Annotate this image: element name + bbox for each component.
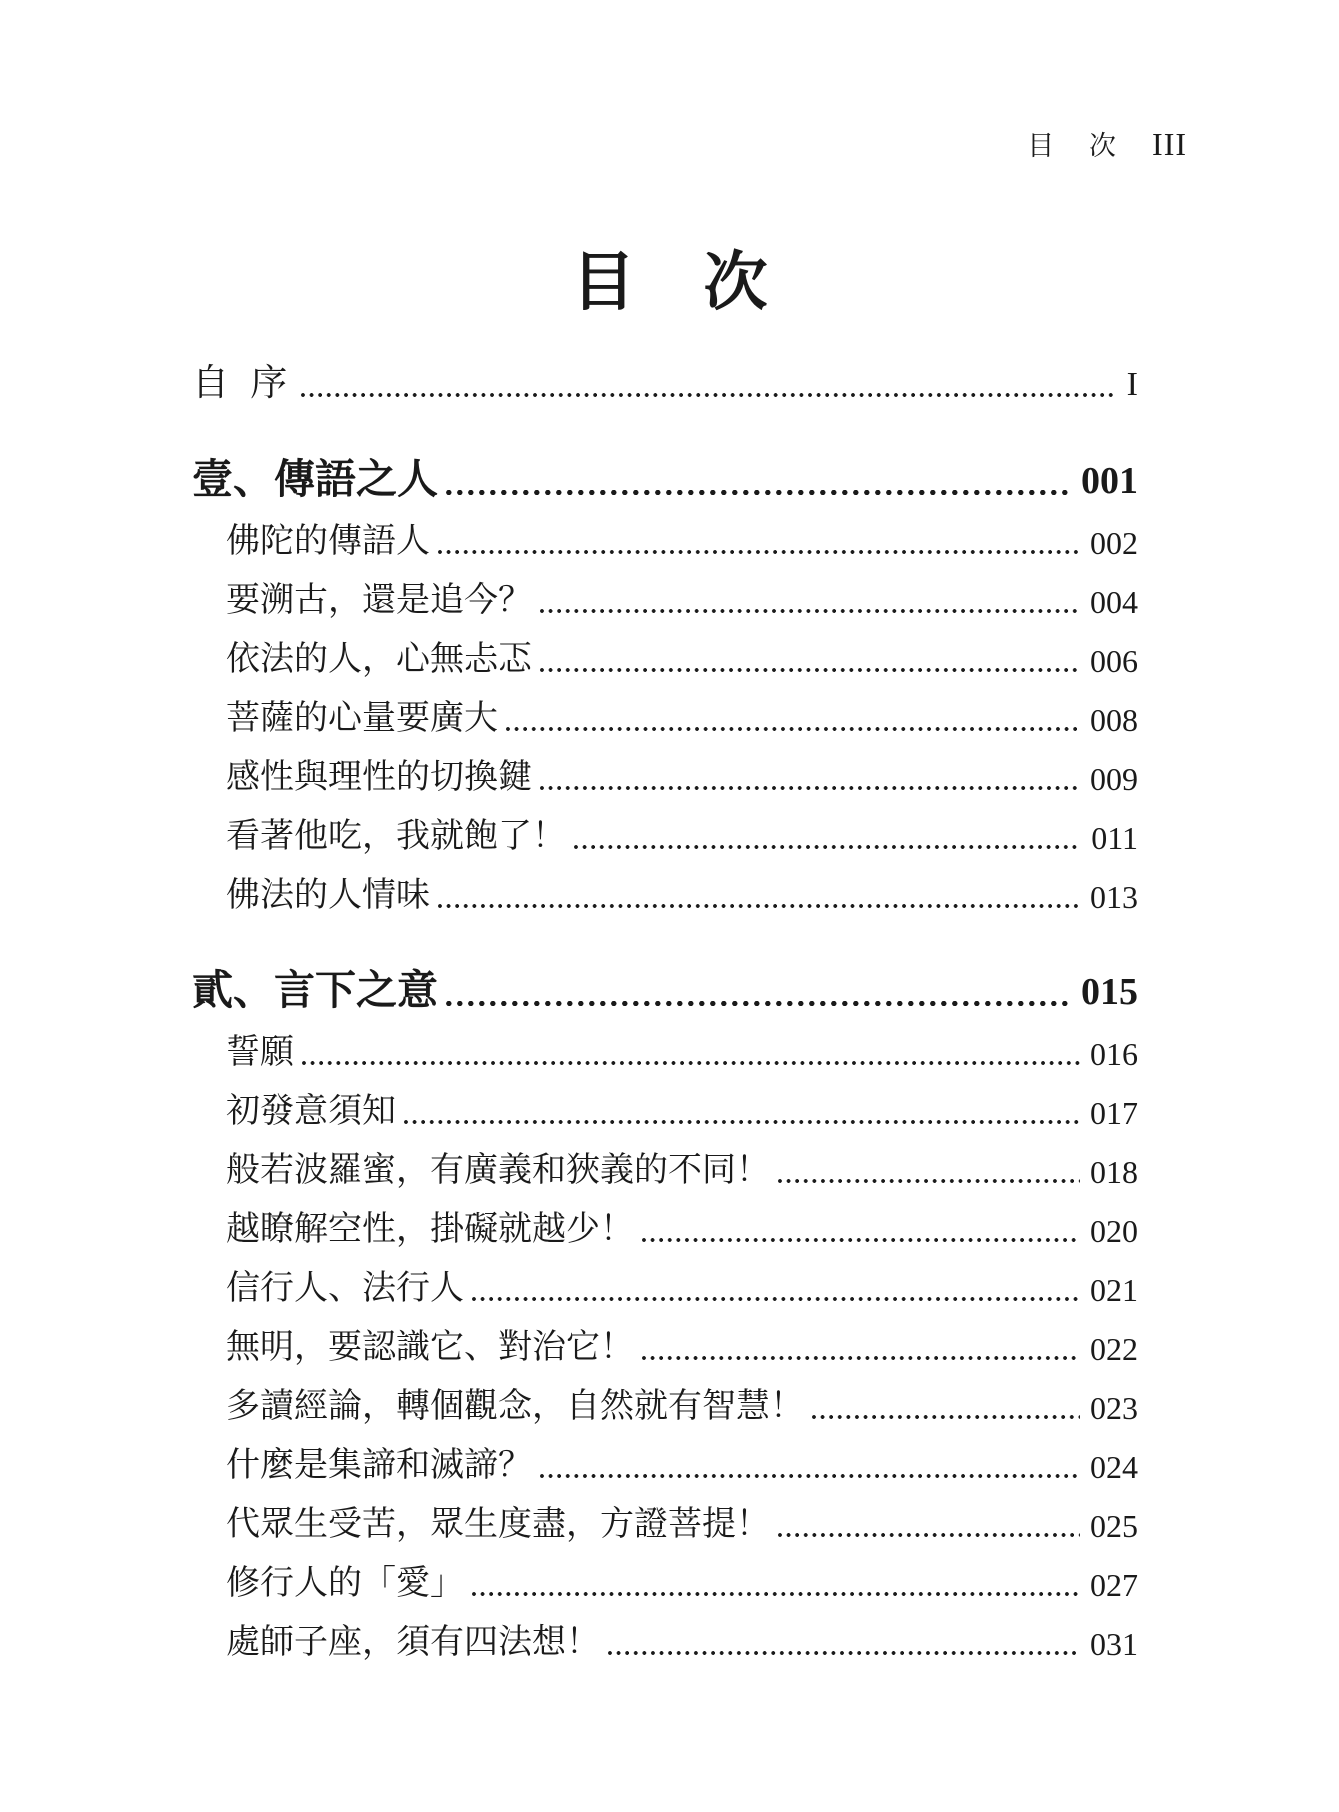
- dot-leader: [812, 1415, 1080, 1419]
- dot-leader: [446, 1001, 1071, 1006]
- toc-item-entry-label: 菩薩的心量要廣大: [226, 700, 498, 737]
- dot-leader: [302, 1061, 1080, 1065]
- dot-leader: [446, 490, 1071, 495]
- toc-item-entry-label: 無明，要認識它、對治它！: [226, 1329, 634, 1366]
- toc-item-entry-label: 誓願: [226, 1034, 294, 1071]
- dot-leader: [574, 845, 1081, 849]
- dot-leader: [540, 786, 1080, 790]
- toc-item-entry-label: 信行人、法行人: [226, 1270, 464, 1307]
- toc-item-entry-label: 什麼是集諦和滅諦？: [226, 1447, 532, 1484]
- toc-item-entry-label: 佛陀的傳語人: [226, 523, 430, 560]
- toc-item-entry-page-number: 017: [1090, 1095, 1138, 1131]
- page-title: 目 次: [571, 247, 794, 318]
- dot-leader: [540, 668, 1080, 672]
- toc-item-entry: [192, 1483, 1138, 1542]
- table-of-contents: [192, 340, 1138, 1660]
- toc-item-entry-page-number: 013: [1090, 879, 1138, 915]
- toc-item-entry: [192, 677, 1138, 736]
- front-matter-entry-page-number: I: [1126, 366, 1138, 403]
- dot-leader: [438, 550, 1080, 554]
- toc-item-entry: [192, 1365, 1138, 1424]
- toc-item-entry-label: 要溯古，還是追今？: [226, 582, 532, 619]
- toc-item-entry: [192, 1129, 1138, 1188]
- dot-leader: [642, 1238, 1080, 1242]
- toc-item-entry: [192, 500, 1138, 559]
- toc-item-entry-label: 代眾生受苦，眾生度盡，方證菩提！: [226, 1506, 770, 1543]
- toc-item-entry-label: 越瞭解空性，掛礙就越少！: [226, 1211, 634, 1248]
- dot-leader: [472, 1297, 1080, 1301]
- dot-leader: [608, 1651, 1080, 1655]
- front-matter-entry: [192, 340, 1138, 402]
- toc-item-entry-page-number: 027: [1090, 1567, 1138, 1603]
- section-entry-label: 貳、言下之意: [192, 967, 438, 1013]
- toc-item-entry-label: 看著他吃，我就飽了！: [226, 818, 566, 855]
- toc-item-entry: [192, 1011, 1138, 1070]
- toc-item-entry: [192, 1247, 1138, 1306]
- section-entry-label: 壹、傳語之人: [192, 456, 438, 502]
- dot-leader: [778, 1533, 1080, 1537]
- dot-leader: [506, 727, 1080, 731]
- dot-leader: [404, 1120, 1080, 1124]
- toc-item-entry-page-number: 011: [1091, 820, 1138, 856]
- toc-item-entry-page-number: 022: [1090, 1331, 1138, 1367]
- toc-item-entry-page-number: 025: [1090, 1508, 1138, 1544]
- toc-item-entry: [192, 1070, 1138, 1129]
- toc-item-entry: [192, 1542, 1138, 1601]
- section-entry: [192, 438, 1138, 500]
- toc-item-entry: [192, 559, 1138, 618]
- toc-item-entry-label: 佛法的人情味: [226, 877, 430, 914]
- toc-item-entry-page-number: 018: [1090, 1154, 1138, 1190]
- front-matter-entry-label: 自 序: [192, 363, 294, 404]
- section-entry-page-number: 015: [1081, 971, 1138, 1013]
- toc-item-entry-page-number: 002: [1090, 525, 1138, 561]
- toc-item-entry-label: 處師子座，須有四法想！: [226, 1624, 600, 1661]
- toc-item-entry-page-number: 009: [1090, 761, 1138, 797]
- toc-item-entry: [192, 618, 1138, 677]
- dot-leader: [642, 1356, 1080, 1360]
- toc-item-entry-page-number: 020: [1090, 1213, 1138, 1249]
- toc-item-entry-page-number: 006: [1090, 643, 1138, 679]
- running-head-page-number: III: [1152, 126, 1187, 162]
- toc-item-entry: [192, 854, 1138, 913]
- toc-item-entry: [192, 1424, 1138, 1483]
- dot-leader: [472, 1592, 1080, 1596]
- toc-item-entry-page-number: 021: [1090, 1272, 1138, 1308]
- toc-item-entry: [192, 1188, 1138, 1247]
- toc-item-entry-page-number: 004: [1090, 584, 1138, 620]
- toc-item-entry: [192, 795, 1138, 854]
- section-entry: [192, 949, 1138, 1011]
- running-head: [1027, 124, 1187, 163]
- running-head-section-label: 目 次: [1027, 131, 1131, 161]
- toc-item-entry-page-number: 024: [1090, 1449, 1138, 1485]
- toc-item-entry-label: 般若波羅蜜，有廣義和狹義的不同！: [226, 1152, 770, 1189]
- toc-item-entry-page-number: 031: [1090, 1626, 1138, 1662]
- toc-item-entry-label: 修行人的「愛」: [226, 1565, 464, 1602]
- section-entry-page-number: 001: [1081, 460, 1138, 502]
- toc-item-entry: [192, 736, 1138, 795]
- dot-leader: [778, 1179, 1080, 1183]
- dot-leader: [540, 1474, 1080, 1478]
- toc-item-entry-page-number: 008: [1090, 702, 1138, 738]
- dot-leader: [540, 609, 1080, 613]
- toc-item-entry-label: 感性與理性的切換鍵: [226, 759, 532, 796]
- toc-item-entry-label: 依法的人，心無忐忑: [226, 641, 532, 678]
- toc-item-entry-label: 多讀經論，轉個觀念，自然就有智慧！: [226, 1388, 804, 1425]
- toc-item-entry: [192, 1601, 1138, 1660]
- dot-leader: [301, 393, 1116, 397]
- toc-item-entry-page-number: 023: [1090, 1390, 1138, 1426]
- toc-item-entry-page-number: 016: [1090, 1036, 1138, 1072]
- dot-leader: [438, 904, 1080, 908]
- toc-item-entry-label: 初發意須知: [226, 1093, 396, 1130]
- toc-item-entry: [192, 1306, 1138, 1365]
